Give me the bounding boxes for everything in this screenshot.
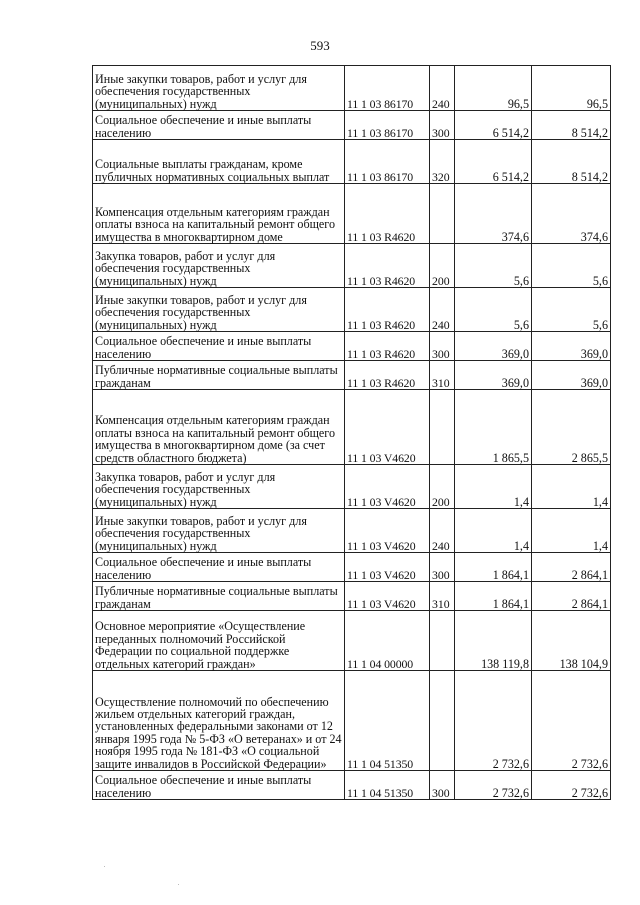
row-target-code: 11 1 03 V4620 xyxy=(345,553,430,582)
row-expense-type xyxy=(430,671,455,771)
row-value-first: 138 119,8 xyxy=(455,611,532,671)
scan-speck xyxy=(104,866,105,867)
row-name: Социальное обеспечение и иные выплаты населению xyxy=(93,111,345,140)
row-value-first: 374,6 xyxy=(455,184,532,244)
row-value-first: 2 732,6 xyxy=(455,671,532,771)
row-value-first: 96,5 xyxy=(455,66,532,111)
row-target-code: 11 1 03 86170 xyxy=(345,111,430,140)
row-expense-type: 300 xyxy=(430,111,455,140)
row-name: Социальные выплаты гражданам, кроме публичных нормативных социальных выплат xyxy=(93,140,345,184)
budget-table xyxy=(92,65,611,800)
row-name: Иные закупки товаров, работ и услуг для обеспечения государственных (муниципальных) нужд xyxy=(93,509,345,553)
table-row xyxy=(93,140,611,184)
row-name: Социальное обеспечение и иные выплаты населению xyxy=(93,771,345,800)
page-number: 593 xyxy=(310,38,330,53)
row-name: Закупка товаров, работ и услуг для обеспечения государственных (муниципальных) нужд xyxy=(93,244,345,288)
row-value-first: 6 514,2 xyxy=(455,111,532,140)
row-target-code: 11 1 03 86170 xyxy=(345,140,430,184)
table-row xyxy=(93,611,611,671)
table-row xyxy=(93,361,611,390)
table-row xyxy=(93,509,611,553)
table-row xyxy=(93,66,611,111)
row-expense-type: 240 xyxy=(430,509,455,553)
row-expense-type: 310 xyxy=(430,582,455,611)
row-target-code: 11 1 03 R4620 xyxy=(345,288,430,332)
row-target-code: 11 1 04 51350 xyxy=(345,771,430,800)
row-value-second: 2 864,1 xyxy=(532,553,611,582)
table-row xyxy=(93,288,611,332)
row-value-second: 374,6 xyxy=(532,184,611,244)
row-value-first: 369,0 xyxy=(455,332,532,361)
row-value-first: 2 732,6 xyxy=(455,771,532,800)
row-target-code: 11 1 03 V4620 xyxy=(345,509,430,553)
row-value-second: 8 514,2 xyxy=(532,140,611,184)
row-expense-type: 320 xyxy=(430,140,455,184)
row-target-code: 11 1 04 51350 xyxy=(345,671,430,771)
row-value-second: 369,0 xyxy=(532,361,611,390)
row-target-code: 11 1 04 00000 xyxy=(345,611,430,671)
row-value-second: 138 104,9 xyxy=(532,611,611,671)
row-value-first: 6 514,2 xyxy=(455,140,532,184)
row-expense-type: 240 xyxy=(430,288,455,332)
row-target-code: 11 1 03 86170 xyxy=(345,66,430,111)
row-name: Компенсация отдельным категориям граждан оплаты взноса на капитальный ремонт общего имущества в многоквартирном доме (за счет средств областного бюджета) xyxy=(93,390,345,465)
table-row xyxy=(93,771,611,800)
row-expense-type: 300 xyxy=(430,771,455,800)
table-row xyxy=(93,582,611,611)
table-row xyxy=(93,465,611,509)
row-value-first: 1,4 xyxy=(455,509,532,553)
budget-table-body xyxy=(93,66,611,800)
row-value-second: 2 732,6 xyxy=(532,671,611,771)
row-value-first: 1 864,1 xyxy=(455,582,532,611)
row-target-code: 11 1 03 R4620 xyxy=(345,244,430,288)
row-value-second: 2 732,6 xyxy=(532,771,611,800)
row-value-second: 1,4 xyxy=(532,509,611,553)
row-target-code: 11 1 03 R4620 xyxy=(345,332,430,361)
row-expense-type: 310 xyxy=(430,361,455,390)
row-value-first: 1,4 xyxy=(455,465,532,509)
table-row xyxy=(93,390,611,465)
row-expense-type: 300 xyxy=(430,332,455,361)
table-row xyxy=(93,553,611,582)
row-name: Социальное обеспечение и иные выплаты населению xyxy=(93,553,345,582)
scan-speck xyxy=(178,884,179,885)
row-target-code: 11 1 03 R4620 xyxy=(345,361,430,390)
row-expense-type: 200 xyxy=(430,465,455,509)
row-value-second: 5,6 xyxy=(532,244,611,288)
table-row xyxy=(93,111,611,140)
row-name: Публичные нормативные социальные выплаты гражданам xyxy=(93,361,345,390)
row-value-second: 369,0 xyxy=(532,332,611,361)
row-value-second: 8 514,2 xyxy=(532,111,611,140)
row-target-code: 11 1 03 V4620 xyxy=(345,582,430,611)
row-value-first: 1 865,5 xyxy=(455,390,532,465)
row-expense-type xyxy=(430,390,455,465)
row-value-first: 5,6 xyxy=(455,288,532,332)
row-name: Осуществление полномочий по обеспечению жильем отдельных категорий граждан, установленных федеральными законами от 12 января 1995 года № 5-ФЗ «О ветеранах» и от 24 ноября 1995 года № 181-ФЗ «О социальной защите инвалидов в Российской Федерации» xyxy=(93,671,345,771)
row-name: Компенсация отдельным категориям граждан оплаты взноса на капитальный ремонт общего имущества в многоквартирном доме xyxy=(93,184,345,244)
row-expense-type xyxy=(430,184,455,244)
row-name: Социальное обеспечение и иные выплаты населению xyxy=(93,332,345,361)
row-name: Иные закупки товаров, работ и услуг для обеспечения государственных (муниципальных) нужд xyxy=(93,66,345,111)
row-name: Иные закупки товаров, работ и услуг для обеспечения государственных (муниципальных) нужд xyxy=(93,288,345,332)
row-name: Публичные нормативные социальные выплаты гражданам xyxy=(93,582,345,611)
table-row xyxy=(93,184,611,244)
row-expense-type xyxy=(430,611,455,671)
row-value-first: 5,6 xyxy=(455,244,532,288)
row-name: Закупка товаров, работ и услуг для обеспечения государственных (муниципальных) нужд xyxy=(93,465,345,509)
row-value-second: 2 865,5 xyxy=(532,390,611,465)
row-value-second: 1,4 xyxy=(532,465,611,509)
row-target-code: 11 1 03 V4620 xyxy=(345,465,430,509)
row-value-second: 2 864,1 xyxy=(532,582,611,611)
row-target-code: 11 1 03 R4620 xyxy=(345,184,430,244)
row-expense-type: 240 xyxy=(430,66,455,111)
row-expense-type: 300 xyxy=(430,553,455,582)
row-target-code: 11 1 03 V4620 xyxy=(345,390,430,465)
row-value-second: 5,6 xyxy=(532,288,611,332)
row-value-second: 96,5 xyxy=(532,66,611,111)
row-name: Основное мероприятие «Осуществление переданных полномочий Российской Федерации по социальной поддержке отдельных категорий граждан» xyxy=(93,611,345,671)
row-value-first: 1 864,1 xyxy=(455,553,532,582)
table-row xyxy=(93,332,611,361)
row-expense-type: 200 xyxy=(430,244,455,288)
row-value-first: 369,0 xyxy=(455,361,532,390)
table-row xyxy=(93,671,611,771)
table-row xyxy=(93,244,611,288)
